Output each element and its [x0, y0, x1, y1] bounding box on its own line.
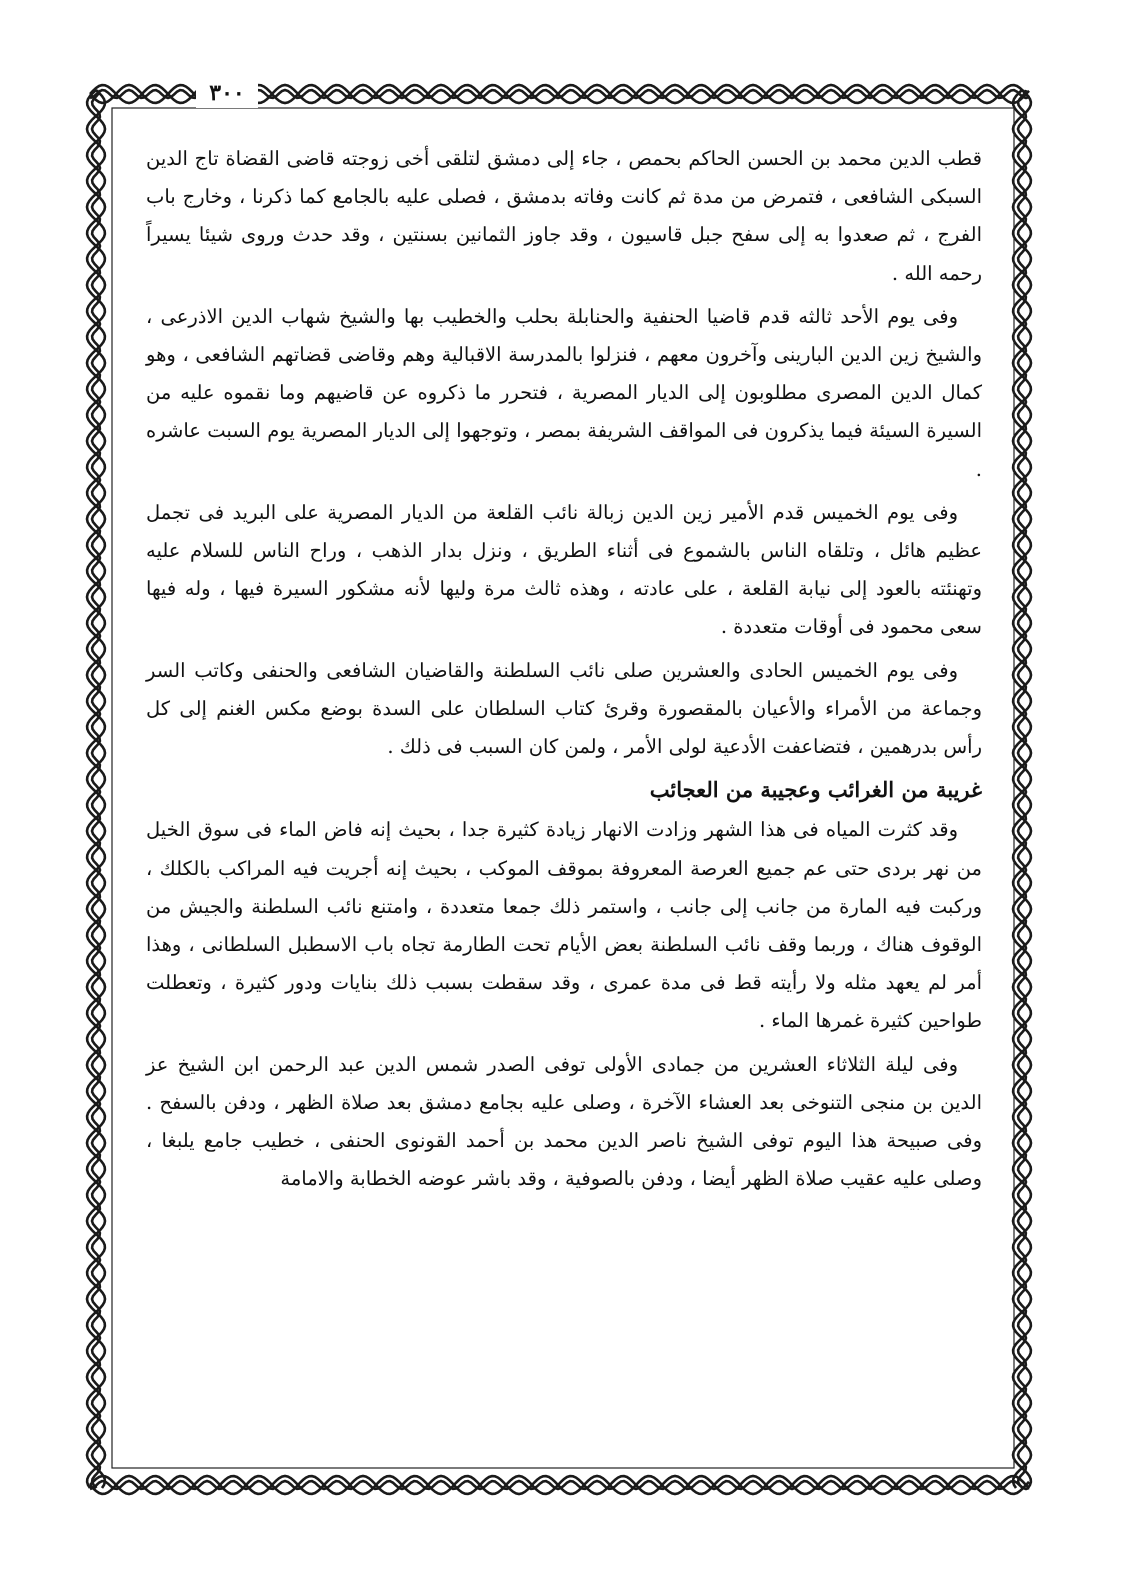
- paragraph-1: قطب الدين محمد بن الحسن الحاكم بحمص ، جاء إلى دمشق لتلقى أخى زوجته قاضى القضاة تاج الدين السبكى الشافعى ، فتمرض من مدة ثم كانت وفاته بدمشق ، فصلى عليه بالجامع كما ذكرنا ، وخارج باب الفرج ، ثم صعدوا به إلى سفح جبل قاسيون ، وقد جاوز الثمانين بسنتين ، وقد حدث وروى شيئا يسيراً رحمه الله .: [146, 147, 982, 285]
- paragraph-3: وفى يوم الخميس قدم الأمير زين الدين زبالة نائب القلعة من الديار المصرية على البريد فى تجمل عظيم هائل ، وتلقاه الناس بالشموع فى أثناء الطريق ، ونزل بدار الذهب ، وراح الناس للسلام عليه وتهنئته بالعود إلى نيابة القلعة ، على عادته ، وهذه ثالث مرة وليها لأنه مشكور السيرة فيها ، وله فيها سعى محمود فى أوقات متعددة .: [146, 500, 982, 639]
- paragraph-5: وقد كثرت المياه فى هذا الشهر وزادت الانهار زيادة كثيرة جدا ، بحيث إنه فاض الماء فى سوق الخيل من نهر بردى حتى عم جميع العرصة المعروفة بموقف الموكب ، بحيث إنه أجريت فيه المراكب بالكلك ، وركبت فيه المارة من جانب إلى جانب ، واستمر ذلك جمعا متعددة ، وامتنع نائب السلطنة والجيش من الوقوف هناك ، وربما وقف نائب السلطنة بعض الأيام تحت الطارمة تجاه باب الاسطبل السلطانى ، وهذا أمر لم يعهد مثله ولا رأيته قط فى مدة عمرى ، وقد سقطت بسبب ذلك بنايات ودور كثيرة ، وتعطلت طواحين كثيرة غمرها الماء .: [146, 818, 982, 1033]
- paragraph-6: وفى ليلة الثلاثاء العشرين من جمادى الأولى توفى الصدر شمس الدين عبد الرحمن ابن الشيخ عز الدين بن منجى التنوخى بعد العشاء الآخرة ، وصلى عليه بجامع دمشق بعد صلاة الظهر ، ودفن بالسفح . وفى صبيحة هذا اليوم توفى الشيخ ناصر الدين محمد بن أحمد القونوى الحنفى ، خطيب جامع يلبغا ، وصلى عليه عقيب صلاة الظهر أيضا ، ودفن بالصوفية ، وقد باشر عوضه الخطابة والامامة: [146, 1052, 982, 1191]
- border-left-chain: [87, 90, 105, 1488]
- paragraph-2: وفى يوم الأحد ثالثه قدم قاضيا الحنفية والحنابلة بحلب والخطيب بها والشيخ شهاب الدين الاذرعى ، والشيخ زين الدين البارينى وآخرون معهم ، فنزلوا بالمدرسة الاقبالية وهم وقاضى قضاتهم الشافعى ، وهو كمال الدين المصرى مطلوبون إلى الديار المصرية ، فتحرر ما ذكروه عن قاضيهم وما نقموه عليه من السيرة السيئة فيما يذكرون فى المواقف الشريفة بمصر ، وتوجهوا إلى الديار المصرية يوم السبت عاشره .: [146, 304, 982, 481]
- section-heading: غريبة من الغرائب وعجيبة من العجائب: [649, 777, 982, 803]
- page-body: [146, 140, 982, 1440]
- border-right-chain: [1013, 90, 1031, 1488]
- border-bottom-chain: [90, 1476, 1029, 1494]
- paragraph-4: وفى يوم الخميس الحادى والعشرين صلى نائب السلطنة والقاضيان الشافعى والحنفى وكاتب السر وجماعة من الأمراء والأعيان بالمقصورة وقرئ كتاب السلطان على السدة بوضع مكس الغنم إلى كل رأس بدرهمين ، فتضاعفت الأدعية لولى الأمر ، ولمن كان السبب فى ذلك .: [146, 658, 982, 759]
- page-number: ٣٠٠: [196, 78, 258, 108]
